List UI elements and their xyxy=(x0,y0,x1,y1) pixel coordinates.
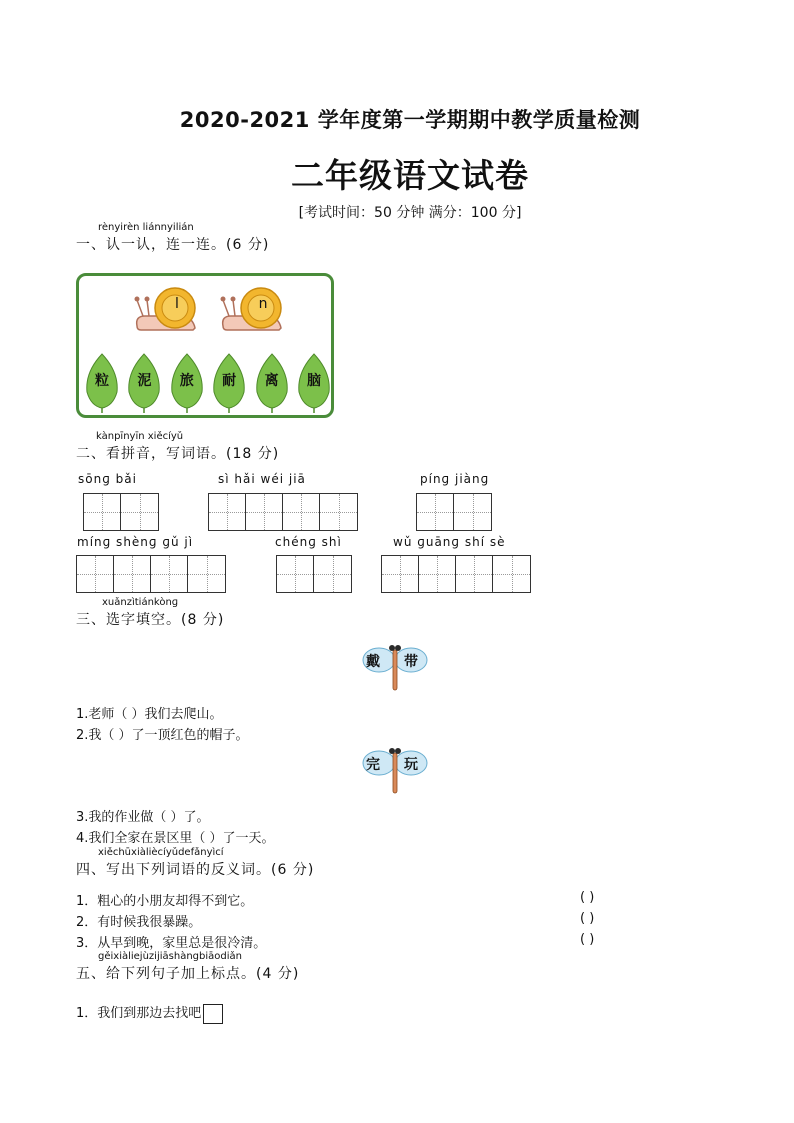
q4-2: 2．有时候我很暴躁。 xyxy=(76,915,202,930)
writing-grid[interactable] xyxy=(381,555,531,593)
q3-1: 1.老师（ ）我们去爬山。 xyxy=(76,707,223,722)
dragonfly1-right-char: 带 xyxy=(404,654,418,670)
q4-1: 1．粗心的小朋友却得不到它。 xyxy=(76,894,254,909)
section3-heading xyxy=(76,597,225,629)
writing-cell[interactable] xyxy=(151,556,188,592)
leaf-char: 泥 xyxy=(137,373,152,389)
leaf-char: 粒 xyxy=(95,373,109,389)
writing-cell[interactable] xyxy=(246,494,283,530)
writing-cell[interactable] xyxy=(320,494,357,530)
snail-icon xyxy=(131,286,201,336)
writing-grid[interactable] xyxy=(416,493,492,531)
pinyin-songbai: sōnɡ bǎi xyxy=(78,472,137,486)
writing-grid[interactable] xyxy=(83,493,159,531)
exam-meta: [考试时间：50 分钟 满分：100 分] xyxy=(298,205,522,221)
section1-pinyin: rènyirèn liánnyilián xyxy=(98,222,194,233)
pinyin-chengshi: chénɡ shì xyxy=(275,535,342,549)
snail-icon xyxy=(217,286,287,336)
answer-paren[interactable]: ( ) xyxy=(580,911,595,926)
dragonfly2-right-char: 玩 xyxy=(404,757,418,773)
exam-subtitle: 二年级语文试卷 xyxy=(291,156,529,195)
writing-cell[interactable] xyxy=(277,556,314,592)
leaf-item[interactable] xyxy=(125,352,163,414)
section3-pinyin: xuǎnzìtiánkònɡ xyxy=(102,597,179,608)
writing-cell[interactable] xyxy=(283,494,320,530)
writing-cell[interactable] xyxy=(454,494,491,530)
pinyin-sihaiweijia: sì hǎi wéi jiā xyxy=(218,472,306,486)
section2-text: 二、看拼音，写词语。(18 分) xyxy=(76,446,280,462)
section1-text: 一、认一认，连一连。(6 分) xyxy=(76,237,270,253)
answer-paren[interactable]: ( ) xyxy=(580,932,595,947)
dragonfly2-left-char: 完 xyxy=(366,757,380,773)
snail-label-1: l xyxy=(175,296,179,312)
section4-text: 四、写出下列词语的反义词。(6 分) xyxy=(76,862,315,878)
writing-cell[interactable] xyxy=(417,494,454,530)
writing-cell[interactable] xyxy=(77,556,114,592)
q5-1-text: 1．我们到那边去找吧 xyxy=(76,1006,202,1021)
section1-heading xyxy=(76,222,270,254)
section4-pinyin: xiěchūxiàliècíyǔdefǎnyìcí xyxy=(98,847,224,858)
pinyin-pingjiang: pínɡ jiànɡ xyxy=(420,472,490,486)
q3-4: 4.我们全家在景区里（ ）了一天。 xyxy=(76,831,275,846)
section2-heading xyxy=(76,431,280,463)
q3-2: 2.我（ ）了一顶红色的帽子。 xyxy=(76,728,249,743)
leaf-char: 耐 xyxy=(222,373,237,389)
writing-cell[interactable] xyxy=(493,556,530,592)
dragonfly1-left-char: 戴 xyxy=(366,654,380,670)
writing-cell[interactable] xyxy=(84,494,121,530)
writing-cell[interactable] xyxy=(121,494,158,530)
q5-1 xyxy=(76,1002,223,1024)
leaf-char: 旅 xyxy=(179,373,194,389)
exam-title: 2020-2021 学年度第一学期期中教学质量检测 xyxy=(179,108,641,132)
snail-label-2: n xyxy=(258,296,268,312)
writing-cell[interactable] xyxy=(456,556,493,592)
q3-3: 3.我的作业做（ ）了。 xyxy=(76,810,210,825)
section5-heading xyxy=(76,951,300,983)
leaf-char: 离 xyxy=(264,373,279,389)
leaf-row xyxy=(83,352,333,414)
punctuation-box[interactable] xyxy=(203,1004,223,1024)
writing-grid[interactable] xyxy=(208,493,358,531)
writing-cell[interactable] xyxy=(419,556,456,592)
q4-3: 3．从早到晚，家里总是很冷清。 xyxy=(76,936,267,951)
pinyin-wuguangshise: wǔ ɡuānɡ shí sè xyxy=(393,535,506,549)
answer-paren[interactable]: ( ) xyxy=(580,890,595,905)
writing-cell[interactable] xyxy=(188,556,225,592)
matching-panel xyxy=(76,273,334,418)
pinyin-mingshengguji: mínɡ shènɡ ɡǔ jì xyxy=(77,535,194,549)
leaf-item[interactable] xyxy=(168,352,206,414)
leaf-item[interactable] xyxy=(253,352,291,414)
leaf-item[interactable] xyxy=(83,352,121,414)
writing-cell[interactable] xyxy=(314,556,351,592)
writing-cell[interactable] xyxy=(382,556,419,592)
writing-grid[interactable] xyxy=(276,555,352,593)
leaf-item[interactable] xyxy=(210,352,248,414)
writing-cell[interactable] xyxy=(209,494,246,530)
section4-heading xyxy=(76,847,315,879)
section3-text: 三、选字填空。(8 分) xyxy=(76,612,225,628)
writing-grid[interactable] xyxy=(76,555,226,593)
section5-pinyin: gěixiàliejùzijiāshàngbiāodiǎn xyxy=(98,951,242,962)
leaf-item[interactable] xyxy=(295,352,333,414)
section2-pinyin: kànpīnyīn xiěcíyǔ xyxy=(96,431,184,442)
section5-text: 五、给下列句子加上标点。(4 分) xyxy=(76,966,300,982)
leaf-char: 脑 xyxy=(306,373,321,389)
writing-cell[interactable] xyxy=(114,556,151,592)
